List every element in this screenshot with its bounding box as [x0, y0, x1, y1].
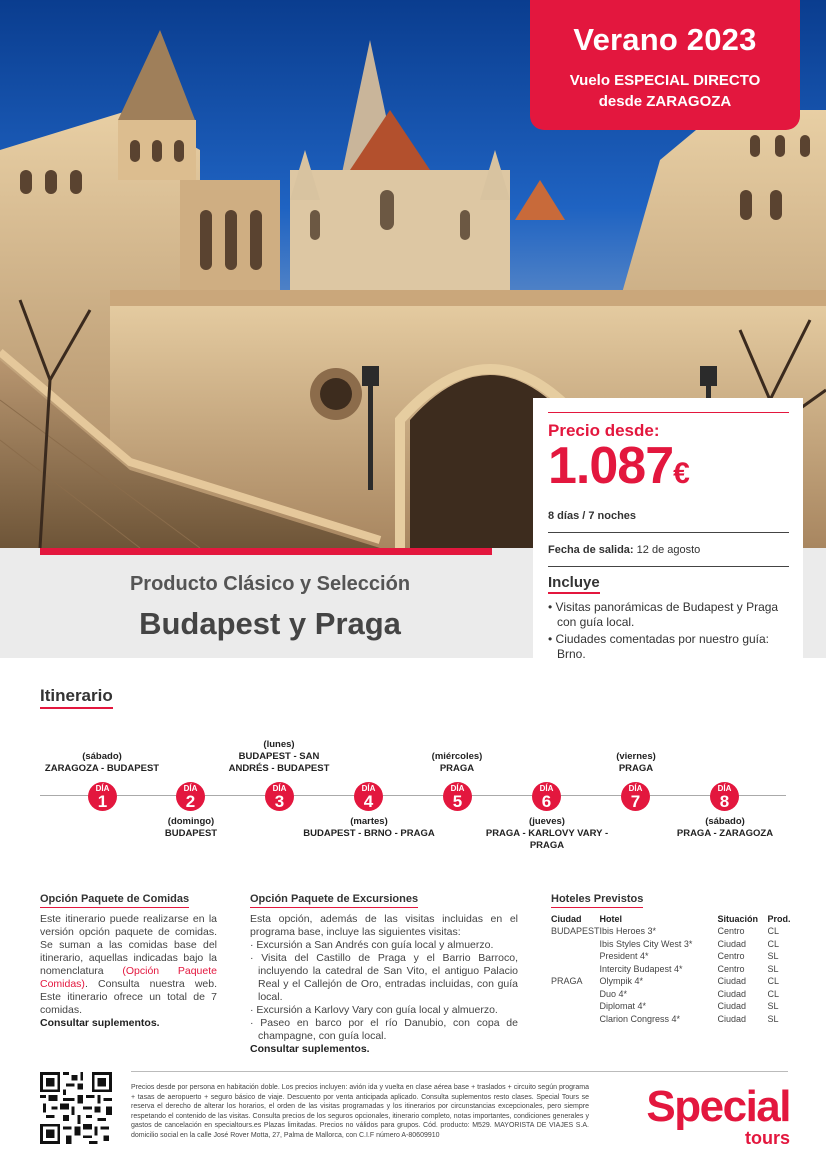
price-top-rule [548, 398, 789, 413]
day-2-weekday: (domingo) [167, 816, 215, 827]
footer-divider [131, 1071, 788, 1072]
day-1-weekday: (sábado) [82, 751, 122, 762]
col-header: Ciudad [551, 914, 582, 924]
day-number: 7 [630, 792, 641, 811]
day-1-marker [88, 782, 117, 811]
cell-product: SL [767, 1013, 779, 1024]
cell-location: Centro [717, 963, 745, 974]
col-header: Hotel [599, 914, 623, 924]
table-row [551, 1013, 793, 1026]
cell-city [551, 988, 600, 1001]
itinerary-timeline [40, 795, 786, 796]
currency-symbol: € [673, 457, 690, 490]
day-8-marker [710, 782, 739, 811]
day-2-marker [176, 782, 205, 811]
meals-note: Consultar suplementos. [40, 1017, 160, 1029]
cell-hotel: Clarion Congress 4* [599, 1013, 681, 1024]
cell-hotel: Duo 4* [599, 988, 628, 999]
day-5-weekday: (miércoles) [431, 751, 483, 762]
day-4-route: BUDAPEST - BRNO - PRAGA [303, 828, 435, 839]
day-5-label [387, 751, 527, 775]
day-6-label [477, 816, 617, 852]
badge-title: Verano 2023 [573, 22, 757, 57]
cell-hotel: Olympik 4* [599, 976, 644, 986]
cell-city [551, 963, 600, 976]
day-number: 1 [97, 792, 108, 811]
day-8-label [655, 816, 795, 840]
cell-product: SL [767, 951, 779, 961]
day-3-label [209, 739, 349, 775]
day-prefix: DÍA [183, 784, 198, 793]
hotels-header-row [551, 914, 793, 925]
cell-product: CL [767, 938, 780, 949]
day-prefix: DÍA [272, 784, 287, 793]
day-3-weekday: (lunes) [263, 739, 295, 750]
meals-text-highlight: (Opción Paquete Comidas) [40, 965, 217, 990]
price-label: Precio desde: [548, 421, 660, 440]
day-5-route: PRAGA [439, 763, 475, 774]
day-number: 5 [452, 792, 463, 811]
day-2-label [121, 816, 261, 840]
cell-city [551, 950, 600, 963]
hotels-table [551, 914, 793, 1025]
table-row [551, 963, 793, 976]
day-6-weekday: (jueves) [529, 816, 565, 827]
table-row [551, 988, 793, 1001]
cell-location: Ciudad [717, 976, 747, 986]
meals-text [40, 913, 217, 1030]
day-6-marker [532, 782, 561, 811]
day-prefix: DÍA [361, 784, 376, 793]
excursion-item: · Visita del Castillo de Praga y el Barrio Barroco, incluyendo la catedral de San Vito, el antiguo Palacio Real y el Callejón de Oro, entradas incluidas, con guía local. [250, 952, 518, 1003]
day-1-label [32, 751, 172, 775]
day-4-marker [354, 782, 383, 811]
price-box [533, 398, 803, 661]
day-prefix: DÍA [539, 784, 554, 793]
day-7-weekday: (viernes) [616, 751, 656, 762]
badge-subtitle [530, 70, 800, 112]
cell-city [551, 1013, 600, 1026]
meals-text-after: . Consulta nuestra web. Este itinerario ofrece un total de 7 comidas. [40, 978, 217, 1016]
excursions-title: Opción Paquete de Excursiones [250, 893, 418, 908]
cell-hotel: President 4* [599, 951, 649, 961]
cell-location: Ciudad [717, 1013, 747, 1024]
day-6-route: PRAGA - KARLOVY VARY - PRAGA [485, 828, 609, 851]
cell-product: SL [767, 963, 779, 974]
hotels-title: Hoteles Previstos [551, 893, 643, 908]
accent-bar [40, 548, 492, 555]
cell-location: Centro [717, 926, 745, 936]
table-row [551, 950, 793, 963]
day-7-marker [621, 782, 650, 811]
itinerary-title: Itinerario [40, 686, 113, 709]
day-prefix: DÍA [95, 784, 110, 793]
day-number: 2 [185, 792, 196, 811]
day-4-weekday: (martes) [350, 816, 388, 827]
cell-hotel: Ibis Heroes 3* [599, 926, 657, 936]
cell-hotel: Intercity Budapest 4* [599, 963, 683, 974]
cell-location: Ciudad [717, 938, 747, 949]
legal-text: Precios desde por persona en habitación doble. Los precios incluyen: avión ida y vuelta en clase aérea base + traslados + circuito según programa + tasas de aeropuerto + seguro básico de viaje. Descuento por venta anticipada aplicado. Consulta suplementos resto clases. Special Tours se reserva el derecho de alterar los horarios, el orden de las visitas programadas y los itinerarios por circunstancias excepcionales, pero siempre respetando el contenido de las visitas. Consulta precios de los seguros opcionales, itinerario completo, notas importantes, condiciones generales y gastos de cancelación en specialtours.es Plazas limitadas. Precios no válidos para grupos. Cód. producto: M529. MAYORISTA DE VIAJES S.A. domicilio social en la calle José Rover Motta, 27, Palma de Mallorca, con C.I.F número A-80609910 [131, 1084, 589, 1139]
day-number: 4 [363, 792, 374, 811]
logo-main: Special [646, 1082, 790, 1131]
excursions-text [250, 913, 518, 1056]
price-amount [548, 437, 789, 499]
season-badge [530, 0, 800, 130]
cell-hotel: Ibis Styles City West 3* [599, 938, 693, 949]
cell-city: PRAGA [551, 976, 583, 986]
cell-location: Centro [717, 951, 745, 961]
day-1-route: ZARAGOZA - BUDAPEST [44, 763, 160, 774]
cell-product: CL [767, 988, 780, 999]
day-4-label [299, 816, 439, 840]
price-value: 1.087 [548, 437, 674, 495]
cell-location: Ciudad [717, 988, 747, 999]
cell-hotel: Diplomat 4* [599, 1001, 647, 1011]
includes-item: • Visitas panorámicas de Budapest y Praga con guía local. [548, 600, 779, 629]
cell-product: CL [767, 976, 780, 986]
duration-row [548, 499, 789, 533]
includes-item: • Ciudades comentadas por nuestro guía: Brno. [548, 632, 770, 661]
day-7-route: PRAGA [618, 763, 654, 774]
logo-sub: tours [745, 1128, 790, 1148]
excursion-item: · Excursión a Karlovy Vary con guía local y almuerzo. [250, 1004, 498, 1016]
day-8-route: PRAGA - ZARAGOZA [676, 828, 774, 839]
cell-product: CL [767, 926, 780, 936]
product-subtitle: Producto Clásico y Selección [129, 573, 411, 595]
special-tours-logo [626, 1082, 790, 1148]
meals-text-before: Este itinerario puede realizarse en la versión opción paquete de comidas. Se suman a las comidas base del itinerario, aquellas indicadas bajo la nomenclatura [40, 913, 217, 977]
tour-title: Budapest y Praga [139, 606, 401, 641]
day-number: 8 [719, 792, 730, 811]
cell-city [551, 938, 600, 951]
col-header: Prod. [767, 914, 791, 924]
day-7-label [566, 751, 706, 775]
excursions-note: Consultar suplementos. [250, 1043, 370, 1055]
excursion-item: · Excursión a San Andrés con guía local y almuerzo. [250, 939, 494, 951]
day-prefix: DÍA [628, 784, 643, 793]
departure-date: 12 de agosto [636, 544, 701, 556]
day-3-marker [265, 782, 294, 811]
day-number: 6 [541, 792, 552, 811]
day-prefix: DÍA [717, 784, 732, 793]
badge-line-2: desde ZARAGOZA [598, 93, 732, 110]
meals-title: Opción Paquete de Comidas [40, 893, 189, 908]
includes-title: Incluye [548, 574, 600, 594]
cell-city: BUDAPEST [551, 926, 600, 936]
excursions-list [250, 939, 518, 1043]
day-3-route: BUDAPEST - SAN ANDRÉS - BUDAPEST [228, 751, 330, 774]
cell-product: SL [767, 1001, 779, 1011]
departure-label: Fecha de salida: [548, 544, 634, 556]
includes-list [548, 600, 789, 662]
table-row [551, 975, 793, 988]
cell-location: Ciudad [717, 1001, 747, 1011]
day-5-marker [443, 782, 472, 811]
table-row [551, 925, 793, 938]
duration: 8 días / 7 noches [548, 510, 637, 522]
qr-code-icon[interactable] [40, 1072, 112, 1144]
day-2-route: BUDAPEST [164, 828, 218, 839]
cell-city [551, 1000, 600, 1013]
day-8-weekday: (sábado) [705, 816, 745, 827]
day-number: 3 [274, 792, 285, 811]
day-prefix: DÍA [450, 784, 465, 793]
col-header: Situación [717, 914, 759, 924]
table-row [551, 938, 793, 951]
excursion-item: · Paseo en barco por el río Danubio, con copa de champagne, con guía local. [250, 1017, 518, 1042]
excursions-intro: Esta opción, además de las visitas incluidas en el programa base, incluye las siguientes visitas: [250, 913, 518, 938]
departure-row [548, 533, 789, 567]
badge-line-1: Vuelo ESPECIAL DIRECTO [569, 72, 761, 89]
table-row [551, 1000, 793, 1013]
